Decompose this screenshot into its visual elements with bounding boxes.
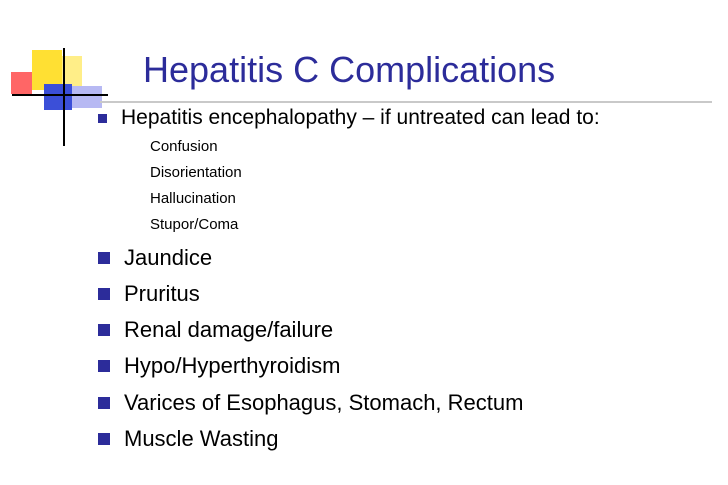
red-block <box>11 72 32 94</box>
title-divider <box>100 101 712 103</box>
square-bullet-icon <box>98 360 110 372</box>
sub-item: Disorientation <box>150 164 242 181</box>
light-yellow-block <box>62 56 82 86</box>
bullet-item <box>98 426 718 452</box>
square-bullet-icon <box>98 324 110 336</box>
slide-title: Hepatitis C Complications <box>143 49 556 90</box>
bullet-text: Renal damage/failure <box>124 317 334 342</box>
square-bullet-icon <box>98 114 107 123</box>
bullet-item <box>98 281 718 307</box>
sub-item: Stupor/Coma <box>150 216 239 233</box>
bullet-item <box>98 390 718 416</box>
bullet-text: Jaundice <box>124 245 213 270</box>
decoration-vertical-line <box>63 48 65 146</box>
bullet-text: Varices of Esophagus, Stomach, Rectum <box>124 390 524 415</box>
square-bullet-icon <box>98 433 110 445</box>
square-bullet-icon <box>98 288 110 300</box>
bullet-text: Muscle Wasting <box>124 426 279 451</box>
square-bullet-icon <box>98 397 110 409</box>
sub-item: Hallucination <box>150 190 236 207</box>
bullet-text: Hypo/Hyperthyroidism <box>124 353 341 378</box>
bullet-item <box>98 105 718 131</box>
bullet-item <box>98 317 718 343</box>
bullet-text: Hepatitis encephalopathy – if untreated can lead to: <box>121 106 600 129</box>
sub-item: Confusion <box>150 138 218 155</box>
square-bullet-icon <box>98 252 110 264</box>
blue-block <box>44 84 72 110</box>
bullet-item <box>98 245 718 271</box>
corner-decoration <box>0 0 110 150</box>
bullet-text: Pruritus <box>124 281 200 306</box>
decoration-horizontal-line <box>12 94 108 96</box>
bullet-item <box>98 353 718 379</box>
